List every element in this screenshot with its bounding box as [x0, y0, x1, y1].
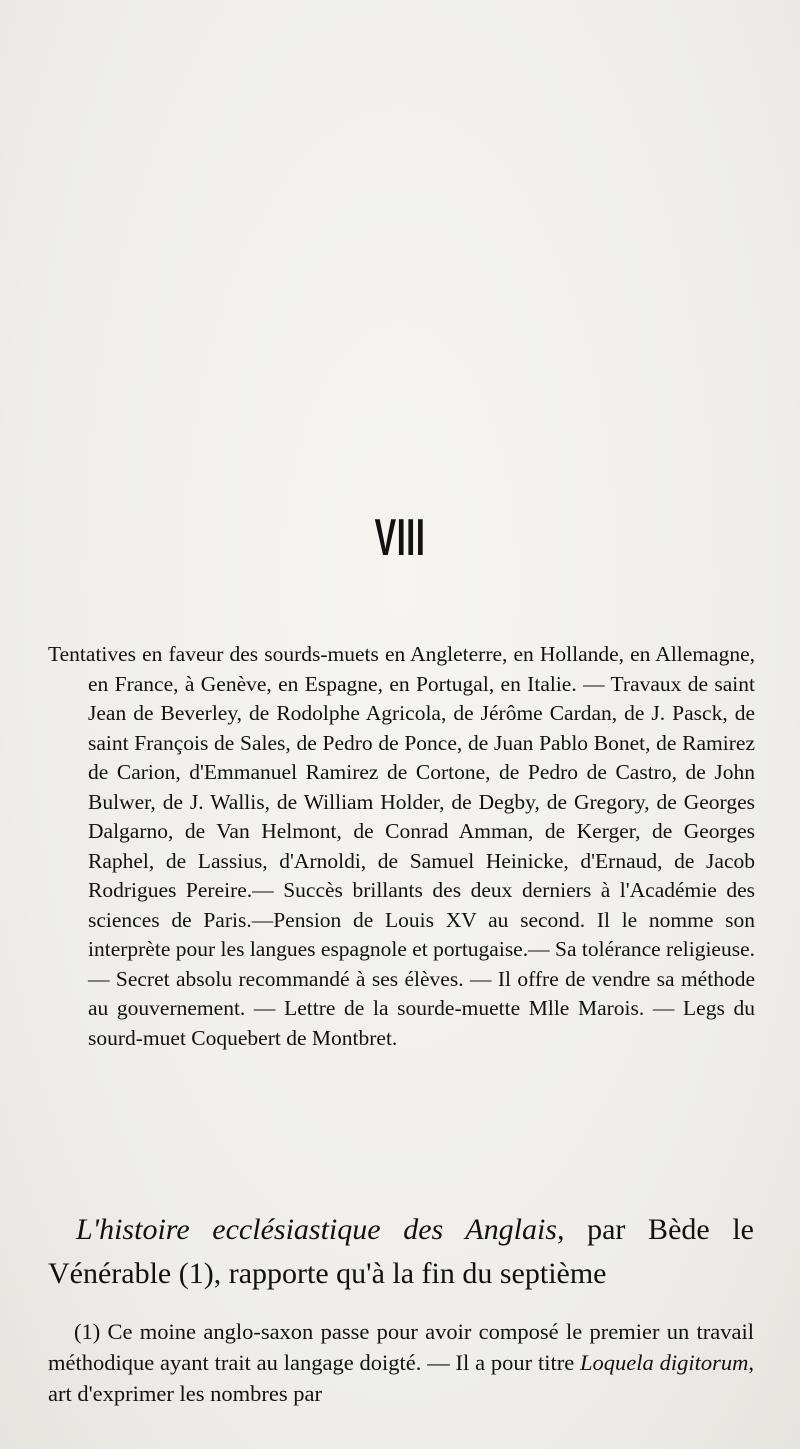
chapter-summary-text: Tentatives en faveur des sourds-muets en Angleterre, en Hollande, en Allemagne, en France, à Genève, en Espagne, en Portugal, en Italie. — Travaux de saint Jean de Beverley, de Rodolphe Agricola, de Jérôme Cardan, de J. Pasck, de saint François de Sales, de Pedro de Ponce, de Juan Pablo Bonet, de Ramirez de Carion, d'Emmanuel Ramirez de Cortone, de Pedro de Castro, de John Bulwer, de J. Wallis, de William Holder, de Degby, de Gregory, de Georges Dalgarno, de Van Helmont, de Conrad Amman, de Kerger, de Georges Raphel, de Lassius, d'Arnoldi, de Samuel Heinicke, d'Ernaud, de Jacob Rodrigues Pereire.— Succès brillants des deux derniers à l'Académie des sciences de Paris.—Pension de Louis XV au second. Il le nomme son interprète pour les langues espagnole et portugaise.— Sa tolérance religieuse. — Secret absolu recommandé à ses élèves. — Il offre de vendre sa méthode au gouvernement. — Lettre de la sourde-muette Mlle Marois. — Legs du sourd-muet Coquebert de Montbret. [48, 642, 755, 1050]
footnote [48, 1316, 754, 1409]
footnote-title: Loquela digitorum [580, 1350, 749, 1375]
footnote-text-end: , art d'exprimer les nombres par [48, 1350, 755, 1406]
body-text: , par Bède le Vénérable (1), rapporte qu'à la fin du septième [48, 1213, 754, 1290]
book-title: L'histoire ecclésiastique des Anglais [76, 1213, 557, 1246]
chapter-summary [48, 640, 755, 1053]
chapter-number: VIII [374, 509, 426, 567]
footnote-text: (1) Ce moine anglo-saxon passe pour avoir composé le premier un travail méthodique ayant trait au langage doigté. — Il a pour titre [48, 1319, 754, 1375]
body-paragraph [48, 1208, 754, 1296]
